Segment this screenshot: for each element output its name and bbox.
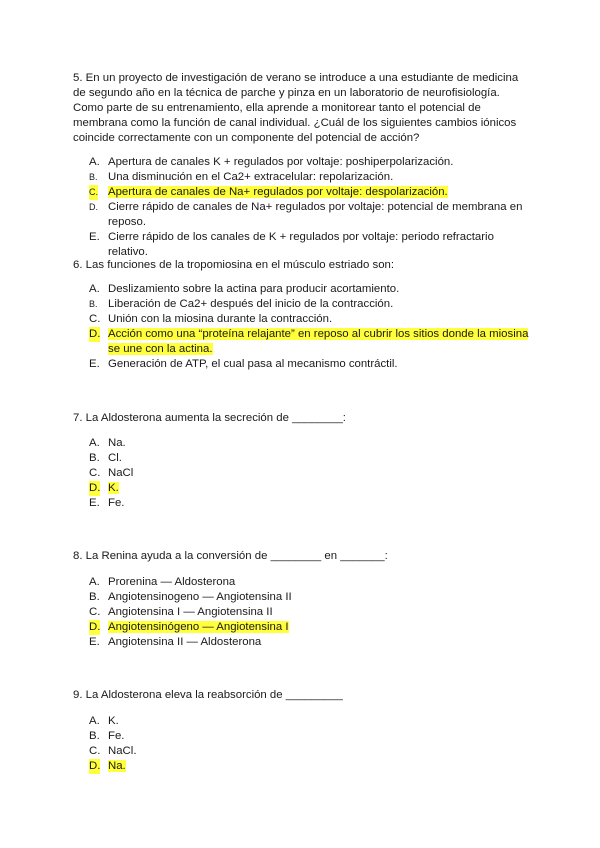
option-d-highlighted [89, 327, 530, 357]
option-c-highlighted [89, 185, 530, 200]
option-c [89, 312, 530, 327]
option-text: Na. [108, 437, 126, 449]
option-b [89, 590, 530, 605]
option-c [89, 605, 530, 620]
option-letter: C. [89, 745, 101, 757]
option-d [89, 200, 530, 230]
option-text: K. [108, 715, 119, 727]
option-letter: D. [89, 202, 98, 212]
option-text: Na. [108, 760, 126, 772]
option-text: Fe. [108, 730, 125, 742]
option-d-highlighted [89, 620, 530, 635]
option-letter: A. [89, 156, 100, 168]
option-text: Angiotensinógeno — Angiotensina I [108, 621, 289, 633]
question-5 [73, 71, 530, 260]
option-text: Liberación de Ca2+ después del inicio de la contracción. [108, 298, 394, 310]
option-text: Angiotensina I — Angiotensina II [108, 606, 273, 618]
option-text: Unión con la miosina durante la contracción. [108, 313, 333, 325]
question-8 [73, 549, 530, 650]
option-a [89, 436, 530, 451]
option-letter: B. [89, 172, 98, 182]
option-letter: C. [89, 185, 98, 200]
option-letter: E. [89, 636, 100, 648]
question-stem: 5. En un proyecto de investigación de verano se introduce a una estudiante de medicina de segundo año en la técnica de parche y pinza en un laboratorio de neurofisiología. Como parte de su entrenamiento, ella aprende a monitorear tanto el potencial de membrana como la función de canal individual. ¿Cuál de los siguientes cambios iónicos coincide correctamente con un componente del potencial de acción? [73, 72, 519, 144]
question-stem: 9. La Aldosterona eleva la reabsorción de _________ [73, 689, 343, 701]
option-letter: E. [89, 497, 100, 509]
option-letter: E. [89, 358, 100, 370]
option-e [89, 635, 530, 650]
option-text: NaCl [108, 467, 134, 479]
option-b [89, 451, 530, 466]
option-letter: A. [89, 715, 100, 727]
option-text: Angiotensinogeno — Angiotensina II [108, 591, 292, 603]
option-list [73, 714, 530, 774]
option-letter: B. [89, 591, 100, 603]
option-text: Cierre rápido de los canales de K + regulados por voltaje: periodo refractario relativo. [108, 231, 494, 258]
option-d-highlighted [89, 481, 530, 496]
question-stem: 6. Las funciones de la tropomiosina en el músculo estriado son: [73, 259, 395, 271]
option-letter: C. [89, 313, 101, 325]
option-letter: E. [89, 231, 100, 243]
option-letter: A. [89, 437, 100, 449]
option-text: Cl. [108, 452, 122, 464]
option-letter: C. [89, 606, 101, 618]
option-letter: A. [89, 283, 100, 295]
question-6 [73, 258, 530, 372]
option-list [73, 282, 530, 372]
option-b [89, 170, 530, 185]
option-a [89, 575, 530, 590]
option-letter: B. [89, 730, 100, 742]
option-text: Cierre rápido de canales de Na+ regulados por voltaje: potencial de membrana en reposo. [108, 201, 523, 228]
option-letter: D. [89, 482, 101, 494]
option-e [89, 357, 530, 372]
option-letter: B. [89, 452, 100, 464]
option-a [89, 155, 530, 170]
option-text: Acción como una “proteína relajante” en reposo al cubrir los sitios donde la miosina se une con la actina. [108, 328, 529, 355]
option-b [89, 729, 530, 744]
option-text: Fe. [108, 497, 125, 509]
option-a [89, 714, 530, 729]
option-text: K. [108, 482, 119, 494]
option-list [73, 436, 530, 511]
option-b [89, 297, 530, 312]
option-letter: D. [89, 328, 101, 340]
option-letter: D. [89, 760, 101, 772]
option-e [89, 496, 530, 511]
option-a [89, 282, 530, 297]
option-c [89, 466, 530, 481]
option-letter: C. [89, 467, 101, 479]
question-9 [73, 688, 530, 774]
option-text: NaCl. [108, 745, 137, 757]
option-letter: B. [89, 299, 98, 309]
option-list [73, 155, 530, 260]
option-letter: A. [89, 576, 100, 588]
option-d-highlighted [89, 759, 530, 774]
option-c [89, 744, 530, 759]
option-e [89, 230, 530, 260]
option-letter: D. [89, 621, 101, 633]
option-list [73, 575, 530, 650]
question-stem: 8. La Renina ayuda a la conversión de ________ en _______: [73, 550, 388, 562]
option-text: Apertura de canales de Na+ regulados por voltaje: despolarización. [108, 186, 448, 198]
option-text: Prorenina — Aldosterona [108, 576, 236, 588]
option-text: Angiotensina II — Aldosterona [108, 636, 262, 648]
question-stem: 7. La Aldosterona aumenta la secreción de ________: [73, 412, 346, 424]
option-text: Apertura de canales K + regulados por voltaje: poshiperpolarización. [108, 156, 454, 168]
option-text: Generación de ATP, el cual pasa al mecanismo contráctil. [108, 358, 398, 370]
question-7 [73, 411, 530, 511]
option-text: Deslizamiento sobre la actina para producir acortamiento. [108, 283, 400, 295]
option-text: Una disminución en el Ca2+ extracelular: repolarización. [108, 171, 394, 183]
